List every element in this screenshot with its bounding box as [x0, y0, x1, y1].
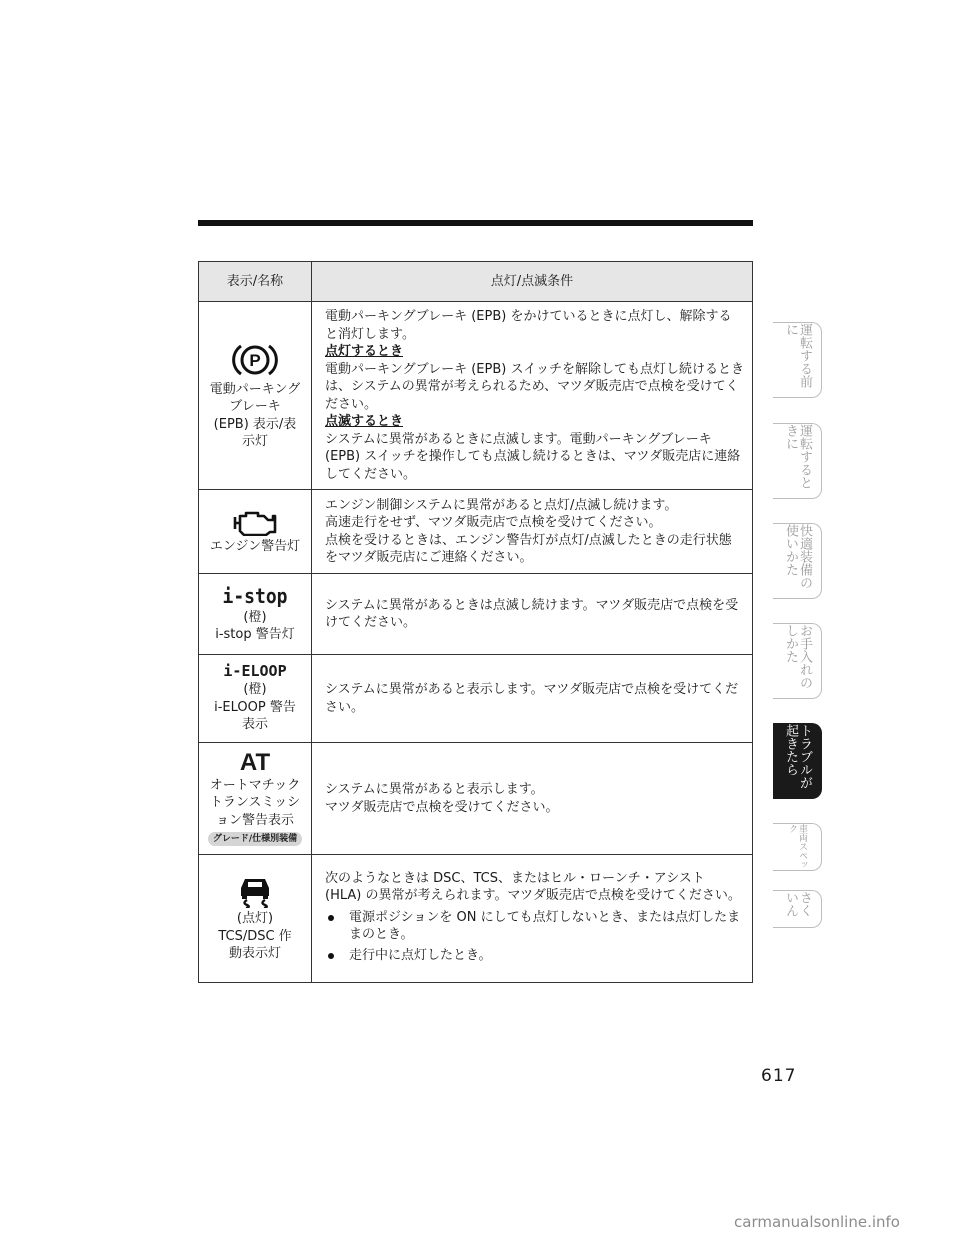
indicator-name: 示灯	[241, 434, 268, 449]
table-row	[199, 743, 753, 855]
indicator-cell	[199, 743, 312, 855]
condition-cell	[312, 655, 753, 743]
chapter-tab-index[interactable]: さくいん	[773, 890, 822, 928]
condition-subheading: 点灯するとき	[325, 344, 404, 359]
page-number: 617	[761, 1066, 797, 1086]
indicator-name: (EPB) 表示/表	[213, 416, 297, 432]
indicator-name: 動表示灯	[228, 946, 281, 962]
condition-text: 点検を受けるときは、エンジン警告灯が点灯/点滅したときの走行状態をマツダ販売店にご連絡ください。	[325, 532, 732, 565]
header-conditions: 点灯/点滅条件	[312, 262, 753, 302]
condition-text: システムに異常があると表示します。マツダ販売店で点検を受けてください。	[325, 682, 739, 715]
top-rule	[198, 220, 753, 226]
table-header-row	[199, 262, 753, 302]
chapter-tab-before-driving[interactable]: 運転する前に	[773, 322, 822, 398]
indicator-name: ブレーキ	[229, 399, 281, 414]
watermark: carmanualsonline.info	[734, 1213, 900, 1231]
table-row	[199, 574, 753, 655]
indicator-name: エンジン警告灯	[209, 538, 301, 554]
condition-text: 電動パーキングブレーキ (EPB) をかけているときに点灯し、解除すると消灯します。	[325, 309, 732, 342]
condition-subheading: 点滅するとき	[325, 414, 404, 429]
chapter-tab-while-driving[interactable]: 運転するときに	[773, 423, 822, 499]
traction-control-icon	[235, 874, 275, 908]
indicator-name: i-ELOOP 警告	[214, 699, 296, 715]
indicator-cell	[199, 855, 312, 983]
i-stop-icon: i-stop	[222, 583, 288, 608]
grade-badge: グレード/仕様別装備	[208, 832, 302, 846]
engine-icon	[232, 508, 278, 536]
chapter-tab-maintenance[interactable]: お手入れのしかた	[773, 623, 822, 699]
indicator-name: 電動パーキング	[209, 381, 301, 397]
condition-text: システムに異常があるときに点滅します。電動パーキングブレーキ (EPB) スイッチを操作しても点滅し続けるときは、マツダ販売店に連絡してください。	[325, 431, 741, 482]
condition-text: 高速走行をせず、マツダ販売店で点検を受けてください。	[325, 515, 662, 530]
indicator-name: オートマチック	[209, 777, 301, 793]
condition-list	[325, 909, 744, 965]
indicator-cell	[199, 655, 312, 743]
chapter-tab-specifications[interactable]: 車両スペック	[773, 823, 822, 871]
indicator-cell	[199, 574, 312, 655]
indicator-name: トランスミッシ	[209, 795, 301, 810]
indicator-cell	[199, 490, 312, 574]
condition-cell	[312, 574, 753, 655]
condition-text: マツダ販売店で点検を受けてください。	[325, 799, 559, 815]
svg-text:P: P	[249, 350, 261, 370]
indicator-name: 表示	[241, 717, 268, 733]
condition-cell	[312, 855, 753, 983]
warning-light-table	[198, 261, 753, 983]
indicator-name: TCS/DSC 作	[218, 928, 292, 944]
chapter-tab-troubleshooting[interactable]: トラブルが起きたら	[773, 723, 822, 799]
list-item: 電源ポジションを ON にしても点灯しないとき、または点灯したままのとき。	[325, 909, 744, 944]
indicator-name: ョン警告表示	[215, 812, 294, 828]
indicator-name: (橙)	[243, 609, 267, 625]
condition-text: システムに異常があるときは点滅し続けます。マツダ販売店で点検を受けてください。	[325, 597, 739, 630]
chapter-tab-comfort-features[interactable]: 快適装備の使いかた	[773, 523, 822, 599]
condition-cell	[312, 743, 753, 855]
i-eloop-icon: i-ELOOP	[223, 662, 287, 681]
indicator-name: i-stop 警告灯	[215, 627, 295, 642]
indicator-name: (点灯)	[236, 911, 274, 927]
condition-text: 電動パーキングブレーキ (EPB) スイッチを解除しても点灯し続けるときは、システムの異常が考えられるため、マツダ販売店で点検を受けてください。	[325, 361, 744, 412]
parking-brake-icon	[229, 341, 281, 379]
at-icon: AT	[239, 748, 271, 776]
condition-text: 次のようなときは DSC、TCS、またはヒル・ローンチ・アシスト (HLA) の異常が考えられます。マツダ販売店で点検を受けてください。	[325, 870, 741, 904]
header-indicator: 表示/名称	[199, 262, 312, 302]
list-item: 走行中に点灯したとき。	[325, 947, 744, 965]
condition-cell	[312, 490, 753, 574]
condition-text: エンジン制御システムに異常があると点灯/点滅し続けます。	[325, 497, 678, 513]
table-row	[199, 855, 753, 983]
condition-cell	[312, 302, 753, 490]
table-row	[199, 302, 753, 490]
indicator-cell	[199, 302, 312, 490]
table-row	[199, 655, 753, 743]
condition-text: システムに異常があると表示します。	[325, 782, 544, 797]
table-row	[199, 490, 753, 574]
indicator-name: (橙)	[243, 682, 267, 698]
